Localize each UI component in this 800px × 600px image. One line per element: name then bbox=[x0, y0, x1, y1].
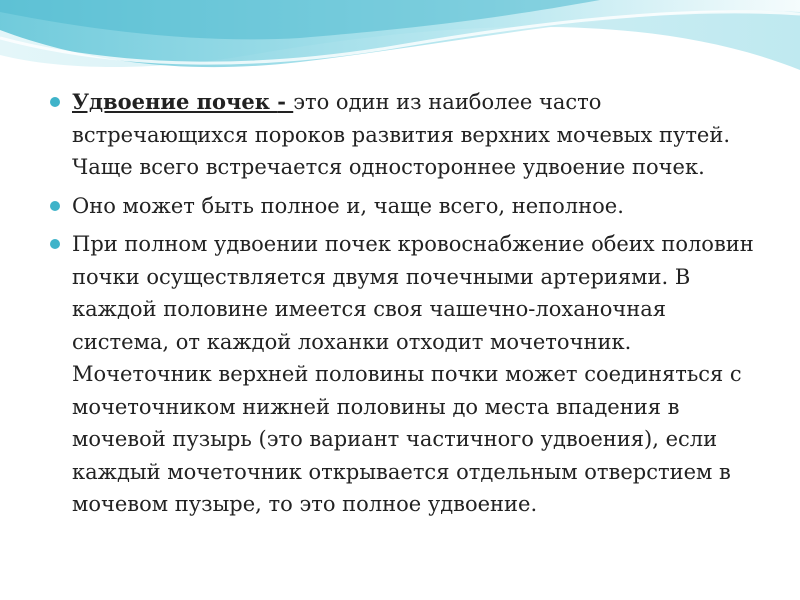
bullet-icon bbox=[50, 239, 60, 249]
bullet-list bbox=[48, 86, 758, 521]
term-dash: - bbox=[277, 89, 294, 114]
list-item bbox=[48, 86, 758, 184]
bullet-icon bbox=[50, 97, 60, 107]
list-item bbox=[48, 190, 758, 223]
bullet-icon bbox=[50, 201, 60, 211]
list-item-text: При полном удвоении почек кровоснабжение обеих половин почки осуществляется двумя почечными артериями. В каждой половине имеется своя чашечно-лоханочная система, от каждой лоханки отходит мочеточник. Мочеточник верхней половины почки может соединяться с мочеточником нижней половины до места впадения в мочевой пузырь (это вариант частичного удвоения), если каждый мочеточник открывается отдельным отверстием в мочевом пузыре, то это полное удвоение. bbox=[72, 232, 754, 516]
term-heading: Удвоение почек bbox=[72, 89, 278, 114]
header-wave-decoration bbox=[0, 0, 800, 90]
list-item-text: Оно может быть полное и, чаще всего, неполное. bbox=[72, 193, 624, 218]
list-item bbox=[48, 228, 758, 521]
content-area bbox=[48, 86, 758, 527]
list-item-text: это один из наиболее часто встречающихся пороков развития верхних мочевых путей. Чаще всего встречается одностороннее удвоение почек. bbox=[72, 90, 731, 179]
